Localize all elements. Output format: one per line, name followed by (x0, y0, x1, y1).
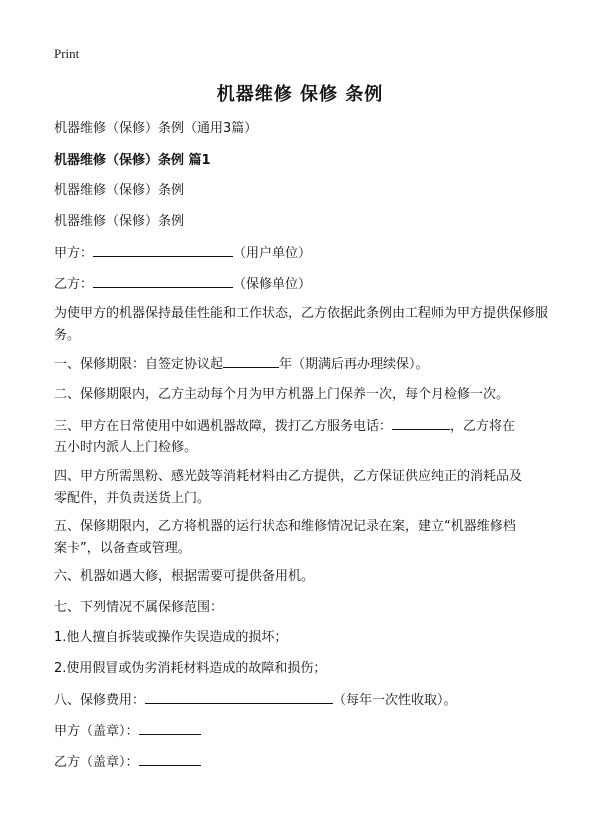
party-b-line (54, 273, 554, 296)
clause-3 (54, 415, 554, 438)
clause-1-text: 一、保修期限：自签定协议起 (54, 357, 224, 372)
signature-a-blank (139, 720, 201, 735)
signature-a-label: 甲方（盖章）： (54, 724, 139, 739)
clause-1-blank (223, 353, 279, 368)
print-link[interactable]: Print (54, 46, 80, 61)
section-heading: 机器维修（保修）条例 篇1 (54, 153, 211, 168)
exclusion-item-1: 1.他人擅自拆装或操作失误造成的损坏； (54, 630, 288, 645)
party-a-label: 甲方： (54, 246, 94, 261)
party-a-blank (93, 242, 233, 257)
party-a-line (54, 242, 554, 265)
page-title: 机器维修 保修 条例 (216, 84, 384, 105)
clause-4-line1: 四、甲方所需黑粉、感光鼓等消耗材料由乙方提供，乙方保证供应纯正的消耗品及 (54, 469, 523, 484)
signature-b (54, 751, 554, 774)
clause-6: 六、机器如遇大修，根据需要可提供备用机。 (54, 569, 315, 584)
signature-b-label: 乙方（盖章）： (54, 755, 139, 770)
clause-8-suffix: （每年一次性收取）。 (333, 693, 457, 708)
document-subtitle: 机器维修（保修）条例（通用3篇） (54, 121, 258, 136)
clause-3-text: 三、甲方在日常使用中如遇机器故障，拨打乙方服务电话： (54, 419, 393, 434)
doc-title-2: 机器维修（保修）条例 (54, 214, 185, 229)
doc-title-1: 机器维修（保修）条例 (54, 183, 185, 198)
party-b-note: （保修单位） (233, 277, 312, 292)
intro-paragraph: 为使甲方的机器保持最佳性能和工作状态，乙方依据此条例由工程师为甲方提供保修服务。 (54, 306, 549, 343)
party-b-label: 乙方： (54, 277, 94, 292)
clause-4-line2: 零配件，并负责送货上门。 (54, 491, 211, 506)
clause-7: 七、下列情况不属保修范围： (54, 600, 224, 615)
clause-3-line2: 五小时内派人上门检修。 (54, 440, 198, 455)
clause-8-text: 八、保修费用： (54, 693, 146, 708)
clause-2: 二、保修期限内，乙方主动每个月为甲方机器上门保养一次，每个月检修一次。 (54, 387, 510, 402)
fee-blank (145, 689, 333, 704)
clause-8 (54, 689, 554, 712)
clause-3-suffix: ，乙方将在 (450, 419, 516, 434)
exclusion-item-2: 2.使用假冒或伪劣消耗材料造成的故障和损伤； (54, 661, 327, 676)
signature-a (54, 720, 554, 743)
clause-1-suffix: 年（期满后再办理续保）。 (279, 357, 429, 372)
party-a-note: （用户单位） (233, 246, 312, 261)
clause-5-line2: 案卡”，以备查或管理。 (54, 541, 191, 556)
clause-3-blank (392, 415, 450, 430)
clause-5-line1: 五、保修期限内，乙方将机器的运行状态和维修情况记录在案，建立“机器维修档 (54, 519, 516, 534)
party-b-blank (93, 273, 233, 288)
signature-b-blank (139, 751, 201, 766)
clause-1 (54, 353, 554, 376)
